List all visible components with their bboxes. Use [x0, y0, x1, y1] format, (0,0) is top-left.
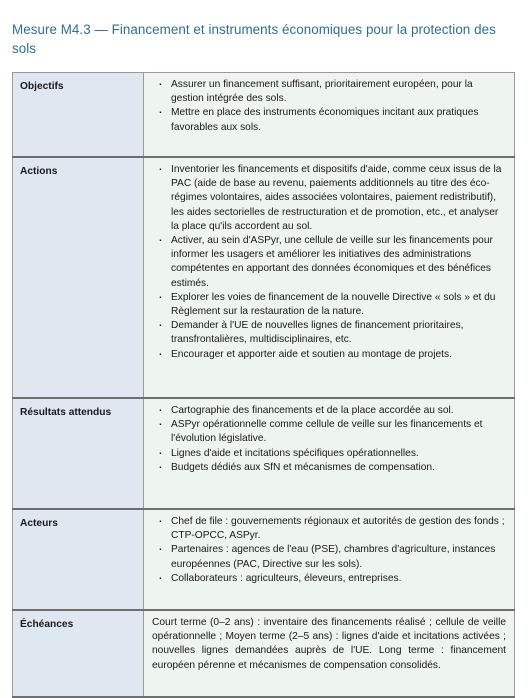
- list-item: . Chef de file : gouvernements régionaux et autorités de gestion des fonds ; CTP-OPCC, ASPyr.: [152, 515, 506, 543]
- list-item: . Collaborateurs : agriculteurs, éleveurs, entreprises.: [152, 572, 506, 586]
- list-item: . Activer, au sein d'ASPyr, une cellule de veille sur les financements pour informer les usagers et améliorer les initiatives des administrations compétentes en apportant des données économiques et des bénéfices estimés.: [152, 234, 506, 291]
- bullet-list: [152, 515, 506, 586]
- list-item: . Inventorier les financements et dispositifs d'aide, comme ceux issus de la PAC (aide de base au revenu, paiements additionnels au titre des éco-régimes volontaires, aides associées volontaires, paiement redistributif), les aides sectorielles de restructuration et de promotion, etc., et analyser la place qu'ils accordent au sol.: [152, 163, 506, 234]
- list-item: . Assurer un financement suffisant, prioritairement européen, pour la gestion intégrée des sols.: [152, 78, 506, 106]
- row-content: [144, 157, 515, 398]
- list-item: . Lignes d'aide et incitations spécifiques opérationnelles.: [152, 447, 506, 461]
- table-row-acteurs: [13, 509, 515, 610]
- list-item: . ASPyr opérationnelle comme cellule de veille sur les financements et l'évolution législative.: [152, 418, 506, 446]
- row-label: Acteurs: [13, 509, 144, 610]
- row-content: [144, 610, 515, 697]
- bullet-list: [152, 78, 506, 135]
- table-row-resultats: [13, 398, 515, 509]
- row-label: Échéances: [13, 610, 144, 697]
- list-item: . Demander à l'UE de nouvelles lignes de financement prioritaires, transfrontalières, multidisciplinaires, etc.: [152, 319, 506, 347]
- row-content: [144, 398, 515, 509]
- table-row-echeances: [13, 610, 515, 697]
- list-item: . Explorer les voies de financement de la nouvelle Directive « sols » et du Règlement sur la restauration de la nature.: [152, 291, 506, 319]
- row-content: [144, 509, 515, 610]
- row-label: Résultats attendus: [13, 398, 144, 509]
- list-item: . Partenaires : agences de l'eau (PSE), chambres d'agriculture, instances européennes (PAC, Directive sur les sols).: [152, 543, 506, 571]
- measure-table: [12, 72, 515, 698]
- table-row-objectifs: [13, 73, 515, 158]
- list-item: . Encourager et apporter aide et soutien au montage de projets.: [152, 348, 506, 362]
- list-item: . Cartographie des financements et de la place accordée au sol.: [152, 404, 506, 418]
- page-title: Mesure M4.3 — Financement et instruments économiques pour la protection des sols: [12, 22, 496, 56]
- bullet-list: [152, 404, 506, 475]
- list-item: . Budgets dédiés aux SfN et mécanismes de compensation.: [152, 461, 506, 475]
- echeances-text: Court terme (0–2 ans) : inventaire des financements réalisé ; cellule de veille opérationnelle ; Moyen terme (2–5 ans) : lignes d'aide et incitations activées ; nouvelles lignes demandées auprès de l'UE. Long terme : financement européen pérenne et mécanismes de compensation consolidés.: [152, 617, 506, 671]
- row-label: Actions: [13, 157, 144, 398]
- row-content: [144, 73, 515, 158]
- row-label: Objectifs: [13, 73, 144, 158]
- bullet-list: [152, 163, 506, 362]
- list-item: . Mettre en place des instruments économiques incitant aux pratiques favorables aux sols.: [152, 106, 506, 134]
- table-row-actions: [13, 157, 515, 398]
